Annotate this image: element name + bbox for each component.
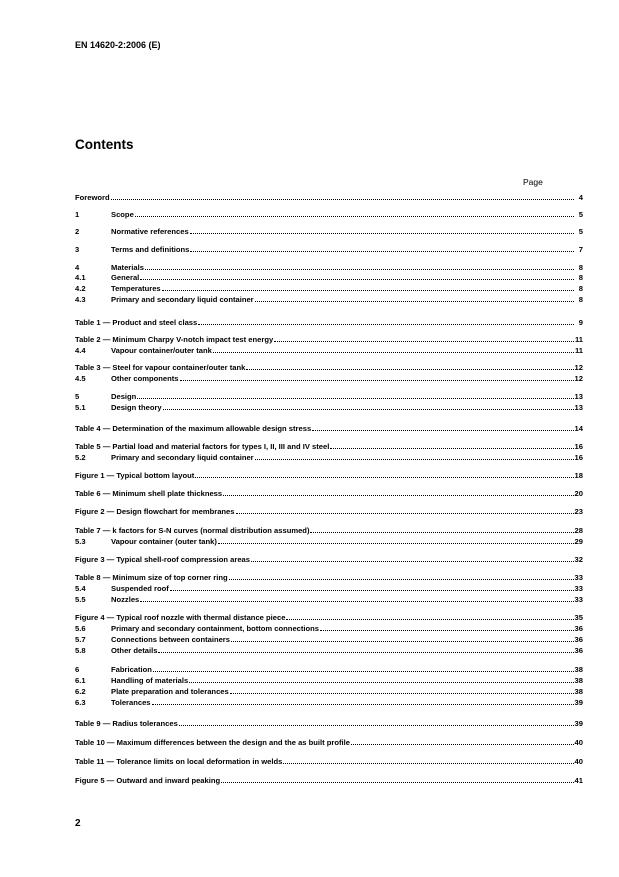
toc-entry-page: 40	[574, 738, 583, 747]
toc-entry-title: Materials	[111, 263, 144, 272]
toc-entry-title: Table 10 — Maximum differences between the design and the as built profile	[75, 738, 350, 747]
toc-entry-title: Handling of materials	[111, 676, 189, 685]
toc-dot-leader	[283, 756, 573, 764]
toc-entry-page: 13	[574, 403, 583, 412]
toc-entry-number: 5.6	[75, 624, 86, 633]
toc-entry-page: 33	[574, 573, 583, 582]
toc-entry-title: Tolerances	[111, 698, 151, 707]
toc-entry[interactable]	[75, 718, 583, 729]
toc-entry[interactable]	[75, 362, 583, 373]
toc-entry-title: Design theory	[111, 403, 162, 412]
toc-entry-title: Figure 4 — Typical roof nozzle with thermal distance piece	[75, 613, 286, 622]
toc-entry[interactable]	[75, 441, 583, 452]
toc-entry-page: 36	[574, 624, 583, 633]
toc-entry-page: 9	[578, 318, 583, 327]
toc-entry[interactable]	[75, 317, 583, 328]
toc-dot-leader	[163, 402, 574, 410]
toc-entry-title: Design	[111, 392, 137, 401]
toc-dot-leader	[170, 583, 574, 591]
toc-entry-title: Fabrication	[111, 665, 152, 674]
toc-entry[interactable]	[75, 525, 583, 536]
toc-entry[interactable]	[75, 594, 583, 605]
toc-entry-page: 4	[578, 193, 583, 202]
toc-entry-title: Table 3 — Steel for vapour container/outer tank	[75, 363, 246, 372]
toc-entry-page: 38	[574, 665, 583, 674]
toc-entry-title: Primary and secondary liquid container	[111, 295, 254, 304]
toc-entry-title: Normative references	[111, 227, 189, 236]
toc-entry-page: 11	[574, 346, 583, 355]
toc-entry[interactable]	[75, 536, 583, 547]
toc-entry-title: General	[111, 273, 140, 282]
toc-entry-title: Table 6 — Minimum shell plate thickness	[75, 489, 223, 498]
toc-dot-leader	[135, 209, 574, 217]
toc-entry[interactable]	[75, 572, 583, 583]
toc-entry-page: 41	[574, 776, 583, 785]
toc-entry[interactable]	[75, 209, 583, 220]
toc-entry[interactable]	[75, 645, 583, 656]
toc-dot-leader	[213, 345, 574, 353]
toc-entry[interactable]	[75, 192, 583, 203]
toc-entry-title: Table 5 — Partial load and material factors for types I, II, III and IV steel	[75, 442, 330, 451]
toc-entry[interactable]	[75, 470, 583, 481]
toc-entry[interactable]	[75, 664, 583, 675]
toc-entry[interactable]	[75, 775, 583, 786]
toc-entry[interactable]	[75, 452, 583, 463]
toc-entry-page: 8	[578, 284, 583, 293]
toc-entry-page: 7	[578, 245, 583, 254]
toc-dot-leader	[140, 272, 574, 280]
toc-entry-page: 35	[574, 613, 583, 622]
toc-entry-title: Primary and secondary containment, bottom connections	[111, 624, 320, 633]
toc-entry-page: 36	[574, 635, 583, 644]
toc-dot-leader	[140, 594, 573, 602]
toc-entry-page: 5	[578, 227, 583, 236]
toc-entry[interactable]	[75, 294, 583, 305]
toc-entry[interactable]	[75, 334, 583, 345]
toc-entry-number: 4.5	[75, 374, 86, 383]
toc-entry-number: 4.4	[75, 346, 86, 355]
toc-entry-title: Temperatures	[111, 284, 161, 293]
toc-entry-number: 6.3	[75, 698, 86, 707]
toc-dot-leader	[162, 283, 574, 291]
toc-entry-title: Plate preparation and tolerances	[111, 687, 229, 696]
toc-dot-leader	[351, 737, 574, 745]
toc-dot-leader	[310, 525, 573, 533]
toc-entry-title: Table 9 — Radius tolerances	[75, 719, 178, 728]
toc-dot-leader	[221, 775, 573, 783]
toc-entry[interactable]	[75, 686, 583, 697]
toc-entry-title: Vapour container/outer tank	[111, 346, 212, 355]
toc-entry-page: 28	[574, 526, 583, 535]
toc-entry-title: Other details	[111, 646, 158, 655]
toc-dot-leader	[137, 391, 573, 399]
toc-entry-title: Foreword	[75, 193, 110, 202]
toc-entry[interactable]	[75, 244, 583, 255]
toc-entry-title: Table 8 — Minimum size of top corner ring	[75, 573, 228, 582]
toc-dot-leader	[255, 294, 574, 302]
toc-entry-number: 5.7	[75, 635, 86, 644]
toc-entry[interactable]	[75, 506, 583, 517]
toc-dot-leader	[158, 645, 573, 653]
page-column-header: Page	[523, 177, 543, 187]
toc-entry-number: 5.1	[75, 403, 86, 412]
toc-entry-number: 2	[75, 227, 80, 236]
toc-dot-leader	[153, 664, 574, 672]
toc-entry-title: Other components	[111, 374, 179, 383]
toc-entry[interactable]	[75, 423, 583, 434]
toc-entry-page: 18	[574, 471, 583, 480]
toc-entry-number: 4.3	[75, 295, 86, 304]
toc-entry-title: Table 2 — Minimum Charpy V-notch impact test energy	[75, 335, 274, 344]
toc-dot-leader	[190, 244, 574, 252]
toc-entry[interactable]	[75, 675, 583, 686]
toc-entry-number: 4.2	[75, 284, 86, 293]
toc-entry-page: 8	[578, 295, 583, 304]
toc-entry[interactable]	[75, 226, 583, 237]
toc-entry[interactable]	[75, 391, 583, 402]
toc-dot-leader	[111, 192, 574, 200]
page-number: 2	[75, 818, 81, 829]
toc-entry-number: 5	[75, 392, 80, 401]
toc-dot-leader	[320, 623, 574, 631]
toc-dot-leader	[231, 634, 574, 642]
toc-entry[interactable]	[75, 612, 583, 623]
toc-entry-page: 29	[574, 537, 583, 546]
toc-entry-title: Vapour container (outer tank)	[111, 537, 217, 546]
toc-dot-leader	[312, 423, 573, 431]
toc-dot-leader	[189, 675, 573, 683]
toc-entry-title: Figure 5 — Outward and inward peaking	[75, 776, 221, 785]
toc-dot-leader	[223, 488, 573, 496]
contents-title: Contents	[75, 137, 134, 152]
toc-entry-page: 5	[578, 210, 583, 219]
toc-entry-number: 3	[75, 245, 80, 254]
toc-entry-number: 5.4	[75, 584, 86, 593]
toc-entry-page: 36	[574, 646, 583, 655]
toc-dot-leader	[190, 226, 574, 234]
toc-dot-leader	[255, 452, 574, 460]
toc-entry-page: 33	[574, 595, 583, 604]
toc-entry-number: 4.1	[75, 273, 86, 282]
toc-entry-page: 16	[574, 442, 583, 451]
toc-entry[interactable]	[75, 634, 583, 645]
toc-entry-title: Table 1 — Product and steel class	[75, 318, 198, 327]
toc-dot-leader	[236, 506, 574, 514]
toc-entry-page: 8	[578, 273, 583, 282]
toc-entry-title: Scope	[111, 210, 134, 219]
toc-entry[interactable]	[75, 373, 583, 384]
toc-entry-page: 12	[574, 374, 583, 383]
toc-entry[interactable]	[75, 488, 583, 499]
toc-entry-title: Table 11 — Tolerance limits on local deformation in welds	[75, 757, 283, 766]
toc-entry-page: 32	[574, 555, 583, 564]
toc-dot-leader	[274, 334, 574, 342]
toc-entry-number: 6	[75, 665, 80, 674]
toc-entry-title: Connections between containers	[111, 635, 230, 644]
toc-entry-page: 12	[574, 363, 583, 372]
toc-entry-title: Terms and definitions	[111, 245, 190, 254]
toc-entry-number: 6.2	[75, 687, 86, 696]
toc-entry-title: Figure 2 — Design flowchart for membranes	[75, 507, 235, 516]
toc-entry-page: 39	[574, 719, 583, 728]
toc-entry-page: 33	[574, 584, 583, 593]
toc-entry-title: Table 4 — Determination of the maximum allowable design stress	[75, 424, 312, 433]
toc-entry-title: Table 7 — k factors for S-N curves (normal distribution assumed)	[75, 526, 310, 535]
toc-entry[interactable]	[75, 737, 583, 748]
toc-entry-page: 20	[574, 489, 583, 498]
toc-entry[interactable]	[75, 756, 583, 767]
toc-entry-page: 40	[574, 757, 583, 766]
toc-entry-number: 5.5	[75, 595, 86, 604]
toc-entry-number: 4	[75, 263, 80, 272]
toc-dot-leader	[229, 572, 574, 580]
toc-entry-page: 16	[574, 453, 583, 462]
toc-entry-page: 14	[574, 424, 583, 433]
document-id: EN 14620-2:2006 (E)	[75, 40, 161, 50]
toc-entry[interactable]	[75, 623, 583, 634]
toc-entry-page: 39	[574, 698, 583, 707]
toc-entry[interactable]	[75, 272, 583, 283]
toc-entry-page: 8	[578, 263, 583, 272]
toc-entry[interactable]	[75, 554, 583, 565]
toc-dot-leader	[246, 362, 573, 370]
toc-dot-leader	[180, 373, 574, 381]
toc-entry[interactable]	[75, 283, 583, 294]
toc-entry-title: Primary and secondary liquid container	[111, 453, 254, 462]
toc-entry-page: 11	[574, 335, 583, 344]
toc-dot-leader	[198, 317, 574, 325]
toc-entry-title: Suspended roof	[111, 584, 169, 593]
toc-entry-page: 23	[574, 507, 583, 516]
toc-dot-leader	[230, 686, 574, 694]
toc-entry-number: 6.1	[75, 676, 86, 685]
toc-dot-leader	[145, 262, 574, 270]
toc-entry-page: 38	[574, 676, 583, 685]
toc-dot-leader	[179, 718, 574, 726]
toc-entry[interactable]	[75, 402, 583, 413]
toc-entry[interactable]	[75, 583, 583, 594]
toc-dot-leader	[195, 470, 573, 478]
toc-entry-number: 5.3	[75, 537, 86, 546]
toc-dot-leader	[251, 554, 574, 562]
toc-entry-number: 5.2	[75, 453, 86, 462]
toc-dot-leader	[330, 441, 573, 449]
toc-dot-leader	[218, 536, 574, 544]
toc-entry-title: Figure 1 — Typical bottom layout	[75, 471, 195, 480]
toc-entry[interactable]	[75, 345, 583, 356]
toc-entry-title: Nozzles	[111, 595, 140, 604]
toc-entry-number: 5.8	[75, 646, 86, 655]
toc-entry-title: Figure 3 — Typical shell-roof compression areas	[75, 555, 250, 564]
toc-entry[interactable]	[75, 697, 583, 708]
toc-entry-page: 13	[574, 392, 583, 401]
toc-entry-page: 38	[574, 687, 583, 696]
toc-entry-number: 1	[75, 210, 80, 219]
toc-dot-leader	[152, 697, 574, 705]
toc-dot-leader	[286, 612, 573, 620]
